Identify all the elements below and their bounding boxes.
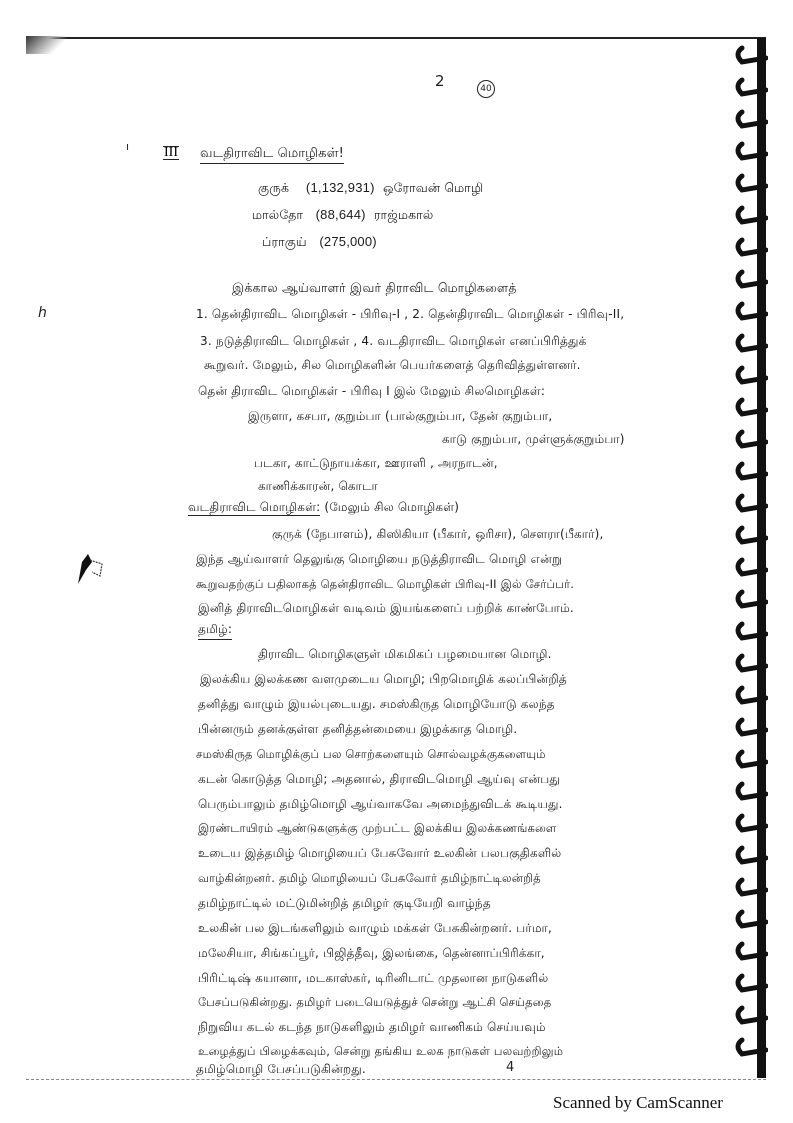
tamil-line: பிரிட்டிஷ் கயானா, மடகாஸ்கர், டிரினிடாட் முதலான நாடுகளில் [198, 971, 549, 985]
north-dravidian-heading-row [188, 500, 459, 516]
tamil-line: தமிழ்மொழி பேசப்படுகின்றது. [196, 1062, 366, 1076]
margin-mark: h [38, 305, 47, 321]
language-name: மால்தோ [252, 207, 304, 222]
classification-line-5: இருளா, கசபா, குறும்பா (பால்குறும்பா, தேன் குறும்பா, [248, 409, 553, 423]
tamil-line: திராவிட மொழிகளுள் மிகமிகப் பழமையான மொழி. [258, 647, 552, 661]
north-dravidian-line-2: இந்த ஆய்வாளர் தெலுங்கு மொழியை நடுத்திராவிட மொழி என்று [196, 552, 563, 566]
classification-line-3: கூறுவர். மேலும், சில மொழிகளின் பெயர்களைத் தெரிவித்துள்ளனர். [204, 358, 581, 372]
classification-intro: இக்கால ஆய்வாளர் இவர் திராவிட மொழிகளைத் [232, 280, 517, 295]
section-title: வடதிராவிட மொழிகள்! [200, 146, 344, 164]
language-count: (275,000) [319, 234, 377, 249]
tamil-line: இரண்டாயிரம் ஆண்டுகளுக்கு முற்பட்ட இலக்கிய இலக்கணங்களை [198, 821, 557, 835]
tamil-line: தமிழ்நாட்டில் மட்டுமின்றித் தமிழர் குடியேறி வாழ்ந்த [198, 896, 491, 910]
tamil-line: உழைத்துப் பிழைக்கவும், சென்று தங்கிய உலக நாடுகள் பலவற்றிலும் [198, 1044, 564, 1058]
page-corner-shadow [26, 36, 71, 54]
north-dravidian-line-4: இனித் திராவிடமொழிகள் வடிவம் இயங்களைப் பற்றிக் காண்போம். [198, 601, 574, 615]
north-dravidian-note: (மேலும் சில மொழிகள்) [324, 500, 460, 514]
north-dravidian-line-3: கூறுவதற்குப் பதிலாகத் தென்திராவிட மொழிகள் பிரிவு-II இல் சேர்ப்பர். [196, 577, 575, 591]
tamil-line: தனித்து வாழும் இயல்புடையது. சமஸ்கிருத மொழியோடு கலந்த [198, 697, 555, 711]
classification-line-6: காடு குறும்பா, முள்ளுக்குறும்பா) [442, 432, 625, 446]
bottom-mark: 4 [506, 1060, 515, 1075]
tamil-line: பின்னரும் தனக்குள்ள தனித்தன்மையை இழக்காத மொழி. [198, 722, 518, 736]
language-count: (88,644) [315, 207, 366, 222]
language-count: (1,132,931) [305, 180, 375, 195]
language-name: குருக் [258, 180, 290, 195]
tamil-line: நிறுவிய கடல் கடந்த நாடுகளிலும் தமிழர் வாணிகம் செய்யவும் [198, 1020, 546, 1034]
classification-line-8: காணிக்காரன், கொடா [258, 479, 378, 493]
scribble-mark-icon [70, 548, 106, 588]
language-row-2 [252, 207, 433, 224]
classification-line-1: 1. தென்திராவிட மொழிகள் - பிரிவு-I , 2. தென்திராவிட மொழிகள் - பிரிவு-II, [196, 307, 625, 321]
language-note: ராஜ்மகால் [374, 207, 434, 222]
north-dravidian-heading: வடதிராவிட மொழிகள்: [188, 500, 321, 514]
language-row-1 [258, 180, 483, 197]
stray-mark: ı [126, 140, 130, 153]
page-number: 2 [435, 72, 445, 90]
classification-line-4: தென் திராவிட மொழிகள் - பிரிவு I இல் மேலும் சிலமொழிகள்: [198, 384, 546, 398]
tamil-line: உலகின் பல இடங்களிலும் வாழும் மக்கள் பேசுகின்றனர். பர்மா, [198, 921, 553, 935]
language-note: ஒரோவன் மொழி [382, 180, 484, 195]
tamil-line: பெரும்பாலும் தமிழ்மொழி ஆய்வாகவே அமைந்துவிடக் கூடியது. [198, 797, 563, 811]
tamil-line: வாழ்கின்றனர். தமிழ் மொழியைப் பேசுவோர் தமிழ்நாட்டிலன்றித் [198, 871, 541, 885]
language-row-3 [262, 234, 377, 251]
circled-number: 40 [477, 80, 495, 98]
tamil-heading: தமிழ்: [198, 622, 232, 640]
circled-page-number [477, 76, 495, 98]
tamil-line: கடன் கொடுத்த மொழி; அதனால், திராவிடமொழி ஆய்வு என்பது [198, 772, 561, 786]
tamil-line: சமஸ்கிருத மொழிக்குப் பல சொற்களையும் சொல்வழக்குகளையும் [196, 747, 546, 761]
tamil-line: உடைய இத்தமிழ் மொழியைப் பேசுவோர் உலகின் பலபகுதிகளில் [198, 846, 562, 860]
language-name: ப்ராகுய் [262, 234, 307, 249]
classification-line-7: படகா, காட்டுநாயக்கா, ஊராளி , அரநாடன், [254, 456, 498, 470]
north-dravidian-line-1: குருக் (நேபாளம்), கிஸிகியா (பீகார், ஒரிசா), சௌரா(பீகார்), [272, 527, 604, 541]
scanner-watermark: Scanned by CamScanner [553, 1093, 723, 1112]
spiral-binding-icon [728, 38, 768, 1078]
section-roman-numeral: III [164, 145, 178, 160]
tamil-line: இலக்கிய இலக்கண வளமுடைய மொழி; பிறமொழிக் கலப்பின்றித் [200, 672, 567, 686]
tamil-line: பேசப்படுகின்றது. தமிழர் படையெடுத்துச் சென்று ஆட்சி செய்ததை [198, 995, 552, 1009]
tamil-line: மலேசியா, சிங்கப்பூர், பிஜித்தீவு, இலங்கை, தென்னாப்பிரிக்கா, [198, 946, 545, 960]
classification-line-2: 3. நடுத்திராவிட மொழிகள் , 4. வடதிராவிட மொழிகள் எனப்பிரித்துக் [200, 334, 587, 348]
